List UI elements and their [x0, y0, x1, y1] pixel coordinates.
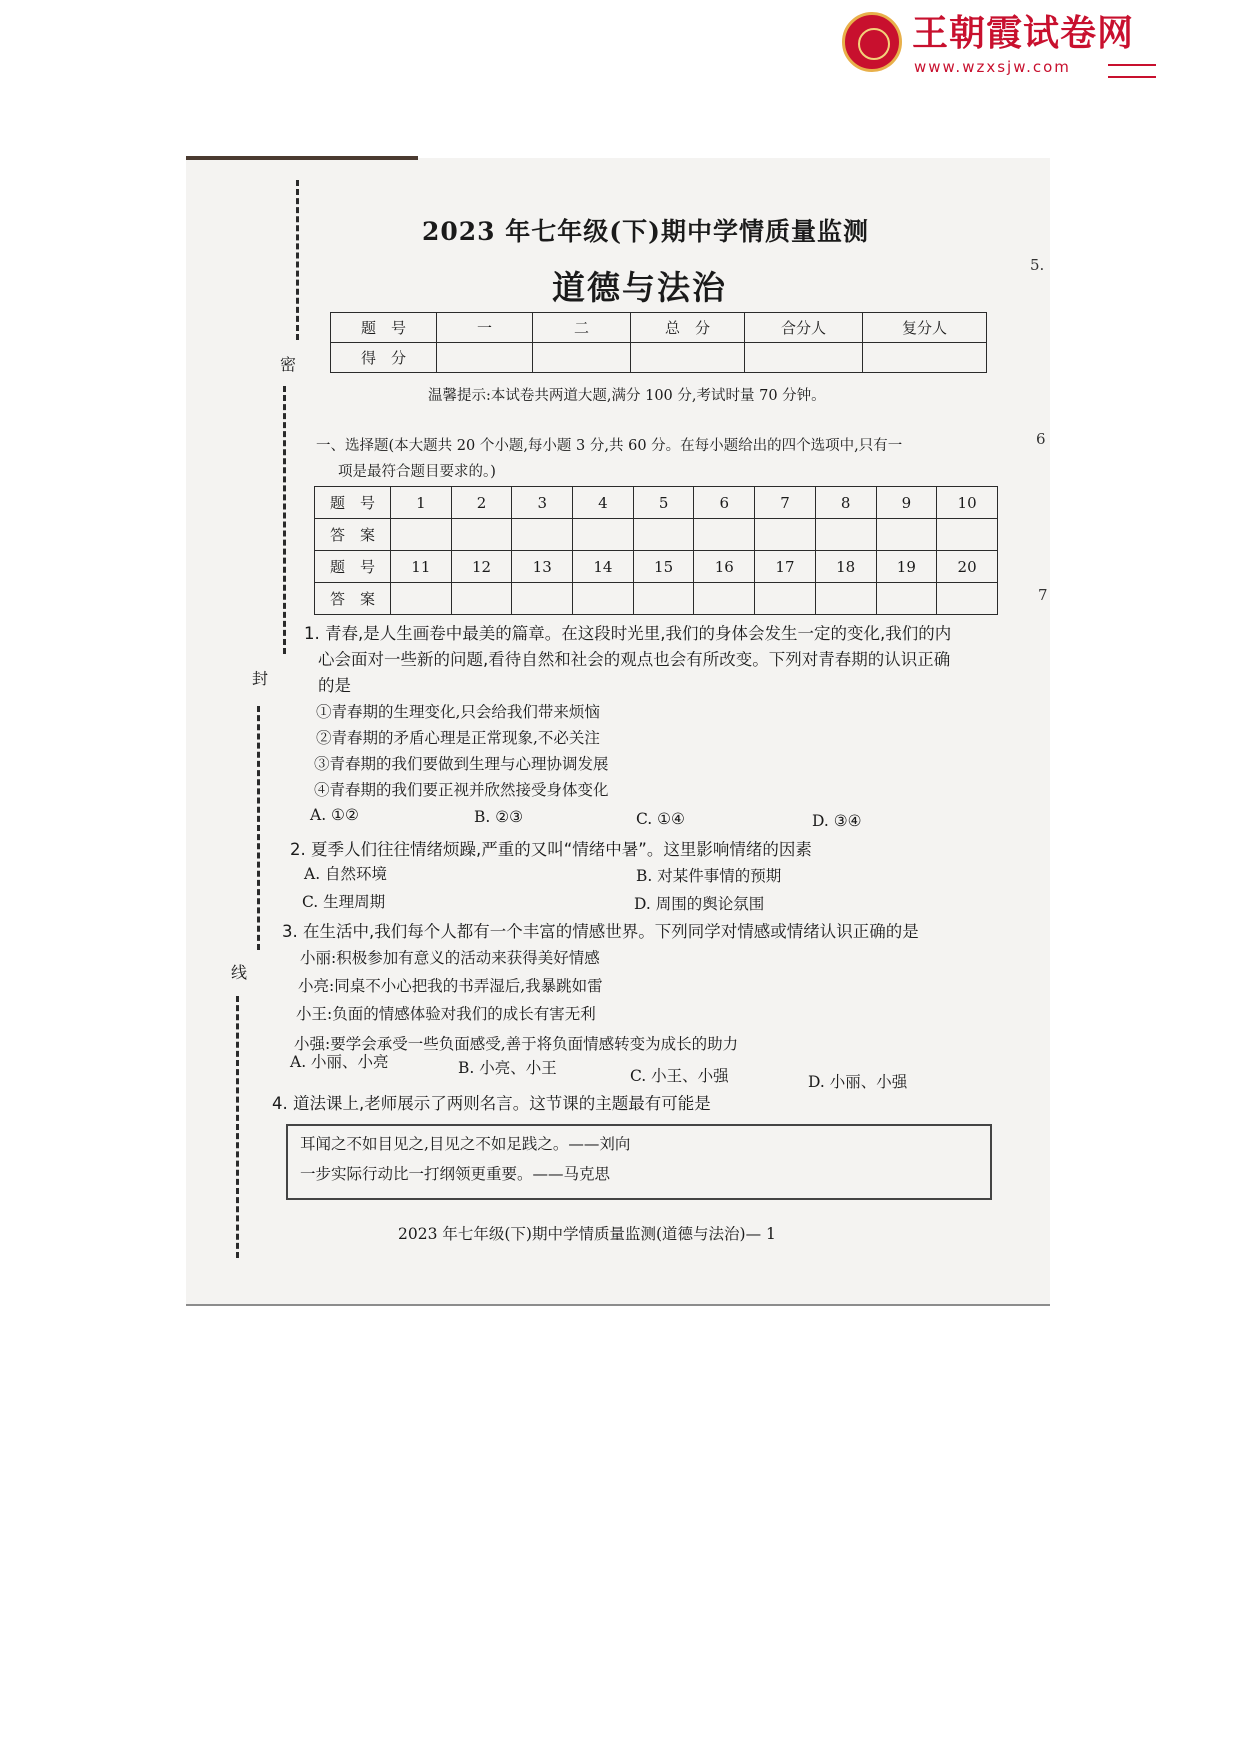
- answer-blank[interactable]: [755, 583, 816, 615]
- question-stem: 心会面对一些新的问题,看待自然和社会的观点也会有所改变。下列对青春期的认识正确: [318, 650, 951, 669]
- exam-title: 2023 年七年级(下)期中学情质量监测: [422, 217, 869, 246]
- answer-label: 题 号: [315, 551, 391, 583]
- answer-num: 7: [755, 487, 816, 519]
- answer-blank[interactable]: [451, 583, 512, 615]
- question-stem: 2. 夏季人们往往情绪烦躁,严重的又叫“情绪中暑”。这里影响情绪的因素: [290, 840, 812, 859]
- score-cell: 得 分: [331, 343, 437, 373]
- score-cell: 合分人: [745, 313, 863, 343]
- binding-char: 密: [280, 355, 297, 374]
- question-item: ①青春期的生理变化,只会给我们带来烦恼: [316, 703, 600, 721]
- score-cell: 总 分: [631, 313, 745, 343]
- binding-char: 线: [231, 963, 248, 982]
- answer-label: 答 案: [315, 519, 391, 551]
- score-blank[interactable]: [533, 343, 631, 373]
- logo-waves-icon: [1108, 64, 1156, 78]
- option-c[interactable]: C. ①④: [636, 810, 685, 828]
- answer-num: 15: [633, 551, 694, 583]
- answer-blank[interactable]: [815, 583, 876, 615]
- score-table: [330, 312, 987, 373]
- answer-blank[interactable]: [451, 519, 512, 551]
- option-a[interactable]: A. ①②: [310, 806, 359, 824]
- answer-num: 12: [451, 551, 512, 583]
- sheet-edge: [186, 1304, 1050, 1306]
- question-item: ②青春期的矛盾心理是正常现象,不必关注: [316, 729, 600, 747]
- score-blank[interactable]: [437, 343, 533, 373]
- answer-blank[interactable]: [694, 583, 755, 615]
- quote-line: 一步实际行动比一打纲领更重要。——马克思: [300, 1165, 611, 1183]
- question-item: 小王:负面的情感体验对我们的成长有害无利: [296, 1005, 596, 1023]
- question-stem: 的是: [318, 676, 351, 695]
- answer-blank[interactable]: [391, 519, 452, 551]
- question-item: 小丽:积极参加有意义的活动来获得美好情感: [300, 949, 600, 967]
- score-blank[interactable]: [631, 343, 745, 373]
- answer-num: 6: [694, 487, 755, 519]
- answer-blank[interactable]: [937, 583, 998, 615]
- answer-num: 14: [573, 551, 634, 583]
- answer-num: 10: [937, 487, 998, 519]
- site-logo: [842, 10, 1162, 78]
- answer-num: 3: [512, 487, 573, 519]
- answer-num: 16: [694, 551, 755, 583]
- answer-table: [314, 486, 998, 615]
- question-item: 小强:要学会承受一些负面感受,善于将负面情感转变为成长的助力: [294, 1035, 739, 1053]
- answer-num: 13: [512, 551, 573, 583]
- question-item: 小亮:同桌不小心把我的书弄湿后,我暴跳如雷: [298, 977, 603, 995]
- warm-tip: 温馨提示:本试卷共两道大题,满分 100 分,考试时量 70 分钟。: [428, 388, 826, 404]
- option-a[interactable]: A. 小丽、小亮: [290, 1053, 389, 1071]
- logo-name: 王朝霞试卷网: [912, 13, 1135, 54]
- score-cell: 题 号: [331, 313, 437, 343]
- option-b[interactable]: B. 对某件事情的预期: [636, 867, 782, 885]
- binding-char: 封: [252, 669, 269, 688]
- question-stem: 4. 道法课上,老师展示了两则名言。这节课的主题最有可能是: [272, 1094, 711, 1113]
- score-cell: 一: [437, 313, 533, 343]
- score-cell: 复分人: [863, 313, 987, 343]
- question-item: ③青春期的我们要做到生理与心理协调发展: [314, 755, 609, 773]
- option-b[interactable]: B. 小亮、小王: [458, 1059, 557, 1077]
- option-a[interactable]: A. 自然环境: [304, 865, 388, 883]
- answer-num: 20: [937, 551, 998, 583]
- page-footer: 2023 年七年级(下)期中学情质量监测(道德与法治)— 1: [398, 1225, 776, 1243]
- answer-num: 1: [391, 487, 452, 519]
- answer-num: 4: [573, 487, 634, 519]
- option-b[interactable]: B. ②③: [474, 808, 524, 826]
- question-stem: 3. 在生活中,我们每个人都有一个丰富的情感世界。下列同学对情感或情绪认识正确的是: [282, 922, 919, 941]
- option-d[interactable]: D. 小丽、小强: [808, 1073, 908, 1091]
- answer-blank[interactable]: [573, 583, 634, 615]
- answer-blank[interactable]: [694, 519, 755, 551]
- answer-blank[interactable]: [937, 519, 998, 551]
- answer-label: 答 案: [315, 583, 391, 615]
- question-stem: 1. 青春,是人生画卷中最美的篇章。在这段时光里,我们的身体会发生一定的变化,我们的内: [304, 624, 952, 643]
- answer-blank[interactable]: [391, 583, 452, 615]
- subject-title: 道德与法治: [552, 268, 727, 307]
- answer-num: 2: [451, 487, 512, 519]
- logo-seal-icon: [842, 12, 902, 72]
- answer-blank[interactable]: [512, 519, 573, 551]
- margin-mark: 7: [1038, 586, 1048, 604]
- answer-num: 18: [815, 551, 876, 583]
- quote-line: 耳闻之不如目见之,目见之不如足践之。——刘向: [300, 1135, 631, 1153]
- option-c[interactable]: C. 小王、小强: [630, 1067, 729, 1085]
- answer-blank[interactable]: [876, 519, 937, 551]
- answer-label: 题 号: [315, 487, 391, 519]
- option-d[interactable]: D. 周围的舆论氛围: [634, 895, 765, 913]
- option-c[interactable]: C. 生理周期: [302, 893, 386, 911]
- answer-num: 8: [815, 487, 876, 519]
- answer-num: 11: [391, 551, 452, 583]
- answer-blank[interactable]: [815, 519, 876, 551]
- logo-url: www.wzxsjw.com: [914, 58, 1071, 76]
- answer-blank[interactable]: [573, 519, 634, 551]
- answer-blank[interactable]: [633, 583, 694, 615]
- answer-blank[interactable]: [876, 583, 937, 615]
- answer-blank[interactable]: [633, 519, 694, 551]
- sheet-edge: [186, 156, 418, 160]
- answer-num: 19: [876, 551, 937, 583]
- margin-mark: 6: [1036, 430, 1046, 448]
- answer-blank[interactable]: [512, 583, 573, 615]
- score-blank[interactable]: [745, 343, 863, 373]
- section-intro: 项是最符合题目要求的。): [338, 464, 496, 480]
- answer-blank[interactable]: [755, 519, 816, 551]
- answer-num: 17: [755, 551, 816, 583]
- section-intro: 一、选择题(本大题共 20 个小题,每小题 3 分,共 60 分。在每小题给出的四个选项中,只有一: [316, 438, 903, 454]
- question-item: ④青春期的我们要正视并欣然接受身体变化: [314, 781, 609, 799]
- margin-mark: 5.: [1030, 256, 1045, 274]
- answer-num: 5: [633, 487, 694, 519]
- score-cell: 二: [533, 313, 631, 343]
- answer-num: 9: [876, 487, 937, 519]
- score-blank[interactable]: [863, 343, 987, 373]
- option-d[interactable]: D. ③④: [812, 812, 862, 830]
